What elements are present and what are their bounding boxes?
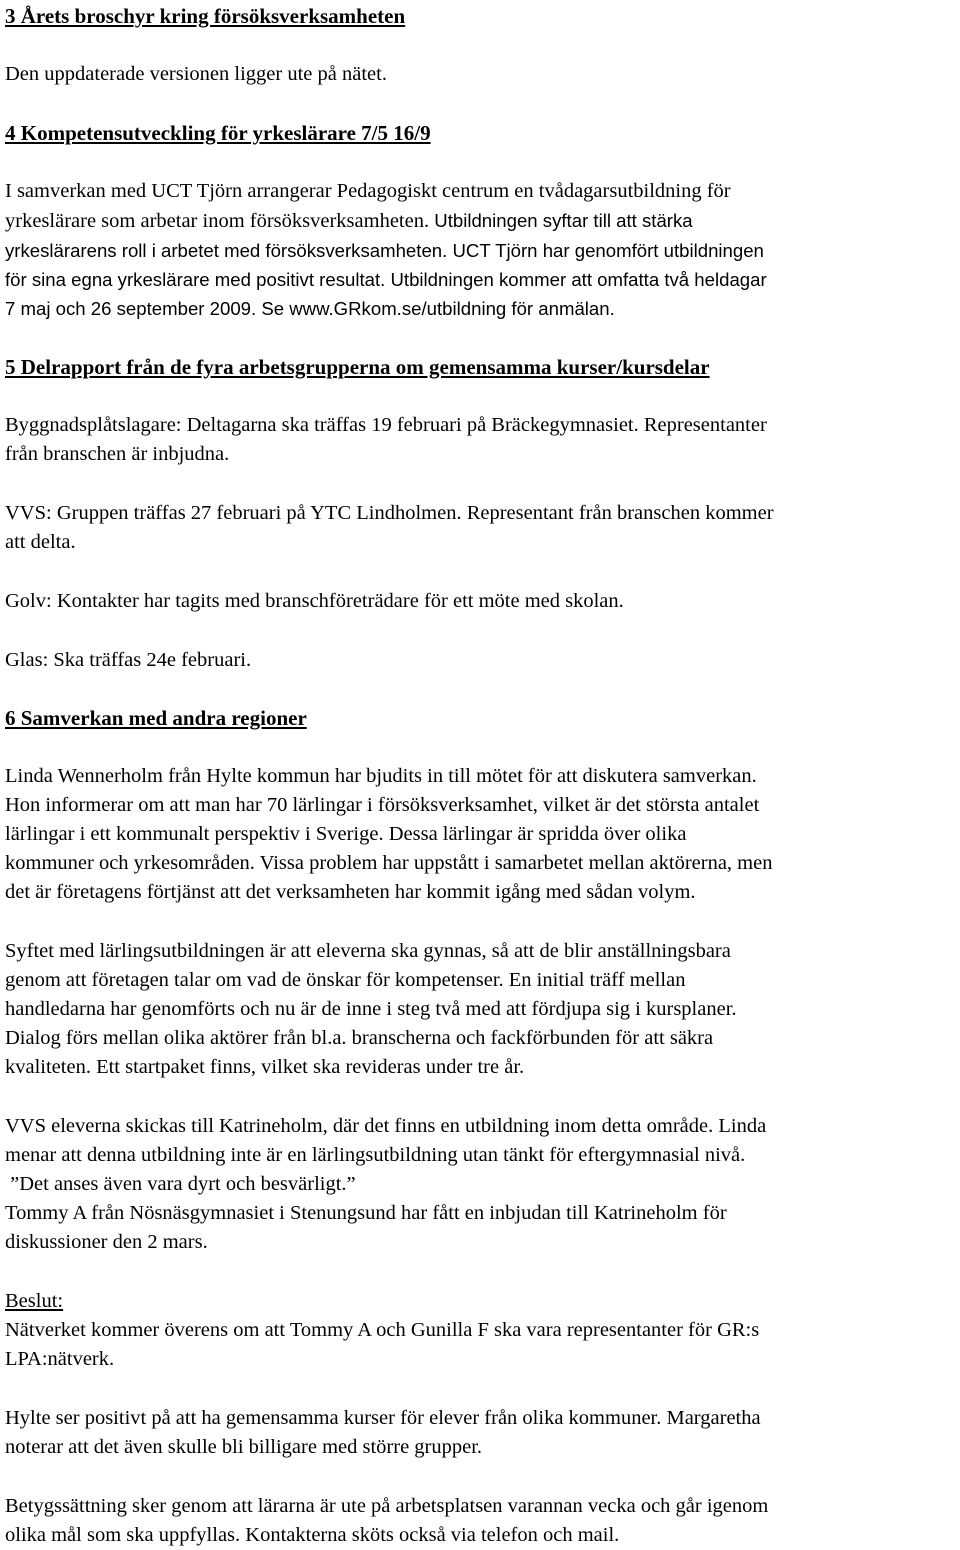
decision-block bbox=[5, 1287, 955, 1374]
text-line: Nätverket kommer överens om att Tommy A och Gunilla F ska vara representanter för GR:s bbox=[5, 1319, 760, 1341]
text-line: Dialog förs mellan olika aktörer från bl.a. branscherna och fackförbunden för att säkra bbox=[5, 1027, 714, 1049]
section-5-para-4 bbox=[5, 646, 955, 675]
text-span-sans: Utbildningen syftar till att stärka bbox=[429, 210, 693, 231]
text-line: handledarna har genomförts och nu är de inne i steg två med att fördjupa sig i kursplaner. bbox=[5, 998, 737, 1020]
text-line: för sina egna yrkeslärare med positivt resultat. Utbildningen kommer att omfatta två heldagar bbox=[5, 269, 767, 290]
text-line: LPA:nätverk. bbox=[5, 1348, 115, 1370]
text-line: Betygssättning sker genom att lärarna är ute på arbetsplatsen varannan vecka och går igenom bbox=[5, 1495, 769, 1517]
text-line: noterar att det även skulle bli billigare med större grupper. bbox=[5, 1436, 483, 1458]
text-line: kvaliteten. Ett startpaket finns, vilket ska revideras under tre år. bbox=[5, 1056, 525, 1078]
text-line: Syftet med lärlingsutbildningen är att eleverna ska gynnas, så att de blir anställningsbara bbox=[5, 940, 731, 962]
section-6-para-1 bbox=[5, 762, 955, 907]
section-3-heading: 3 Årets broschyr kring försöksverksamheten bbox=[5, 4, 406, 28]
text-line bbox=[5, 206, 955, 236]
text-line: I samverkan med UCT Tjörn arrangerar Pedagogiskt centrum en tvådagarsutbildning för bbox=[5, 180, 731, 202]
text-line: Hylte ser positivt på att ha gemensamma kurser för elever från olika kommuner. Margaretha bbox=[5, 1407, 761, 1429]
section-6-para-5 bbox=[5, 1492, 955, 1550]
text-line: Golv: Kontakter har tagits med branschföreträdare för ett möte med skolan. bbox=[5, 590, 624, 612]
text-line: genom att företagen talar om vad de önskar för kompetenser. En initial träff mellan bbox=[5, 969, 686, 991]
section-5-para-2 bbox=[5, 499, 955, 557]
text-line: Tommy A från Nösnäsgymnasiet i Stenungsund har fått en inbjudan till Katrineholm för bbox=[5, 1202, 727, 1224]
section-5-para-3 bbox=[5, 587, 955, 616]
section-4-body bbox=[5, 177, 955, 323]
text-line: yrkeslärarens roll i arbetet med försöksverksamheten. UCT Tjörn har genomfört utbildningen bbox=[5, 240, 764, 261]
text-line: lärlingar i ett kommunalt perspektiv i Sverige. Dessa lärlingar är spridda över olika bbox=[5, 823, 687, 845]
text-line: VVS eleverna skickas till Katrineholm, där det finns en utbildning inom detta område. Linda bbox=[5, 1115, 767, 1137]
decision-label: Beslut: bbox=[5, 1290, 64, 1312]
text-span: yrkeslärare som arbetar inom försöksverksamheten. bbox=[5, 210, 430, 232]
section-4-heading: 4 Kompetensutveckling för yrkeslärare 7/5 16/9 bbox=[5, 121, 431, 145]
text-line: 7 maj och 26 september 2009. Se www.GRkom.se/utbildning för anmälan. bbox=[5, 298, 615, 319]
text-line: diskussioner den 2 mars. bbox=[5, 1231, 208, 1253]
section-6-para-3 bbox=[5, 1112, 955, 1257]
text-line: det är företagens förtjänst att det verksamheten har kommit igång med sådan volym. bbox=[5, 881, 696, 903]
section-6-para-2 bbox=[5, 937, 955, 1082]
section-5-heading: 5 Delrapport från de fyra arbetsgrupperna om gemensamma kurser/kursdelar bbox=[5, 355, 710, 379]
section-3-body bbox=[5, 60, 955, 89]
text-line: kommuner och yrkesområden. Vissa problem har uppstått i samarbetet mellan aktörerna, men bbox=[5, 852, 773, 874]
section-6-para-4 bbox=[5, 1404, 955, 1462]
section-5-para-1 bbox=[5, 411, 955, 469]
text-line: att delta. bbox=[5, 531, 76, 553]
text-line: olika mål som ska uppfyllas. Kontakterna sköts också via telefon och mail. bbox=[5, 1524, 620, 1546]
text-line: Linda Wennerholm från Hylte kommun har bjudits in till mötet för att diskutera samverkan. bbox=[5, 765, 757, 787]
text-line: Glas: Ska träffas 24e februari. bbox=[5, 649, 252, 671]
text-line: ”Det anses även vara dyrt och besvärligt.” bbox=[5, 1173, 356, 1195]
text-line: Den uppdaterade versionen ligger ute på nätet. bbox=[5, 63, 387, 85]
text-line: Byggnadsplåtslagare: Deltagarna ska träffas 19 februari på Bräckegymnasiet. Representanter bbox=[5, 414, 767, 436]
text-line: Hon informerar om att man har 70 lärlingar i försöksverksamhet, vilket är det största antalet bbox=[5, 794, 760, 816]
text-line: menar att denna utbildning inte är en lärlingsutbildning utan tänkt för eftergymnasial nivå. bbox=[5, 1144, 746, 1166]
text-line: VVS: Gruppen träffas 27 februari på YTC Lindholmen. Representant från branschen kommer bbox=[5, 502, 774, 524]
text-line: från branschen är inbjudna. bbox=[5, 443, 230, 465]
section-6-heading: 6 Samverkan med andra regioner bbox=[5, 706, 307, 730]
